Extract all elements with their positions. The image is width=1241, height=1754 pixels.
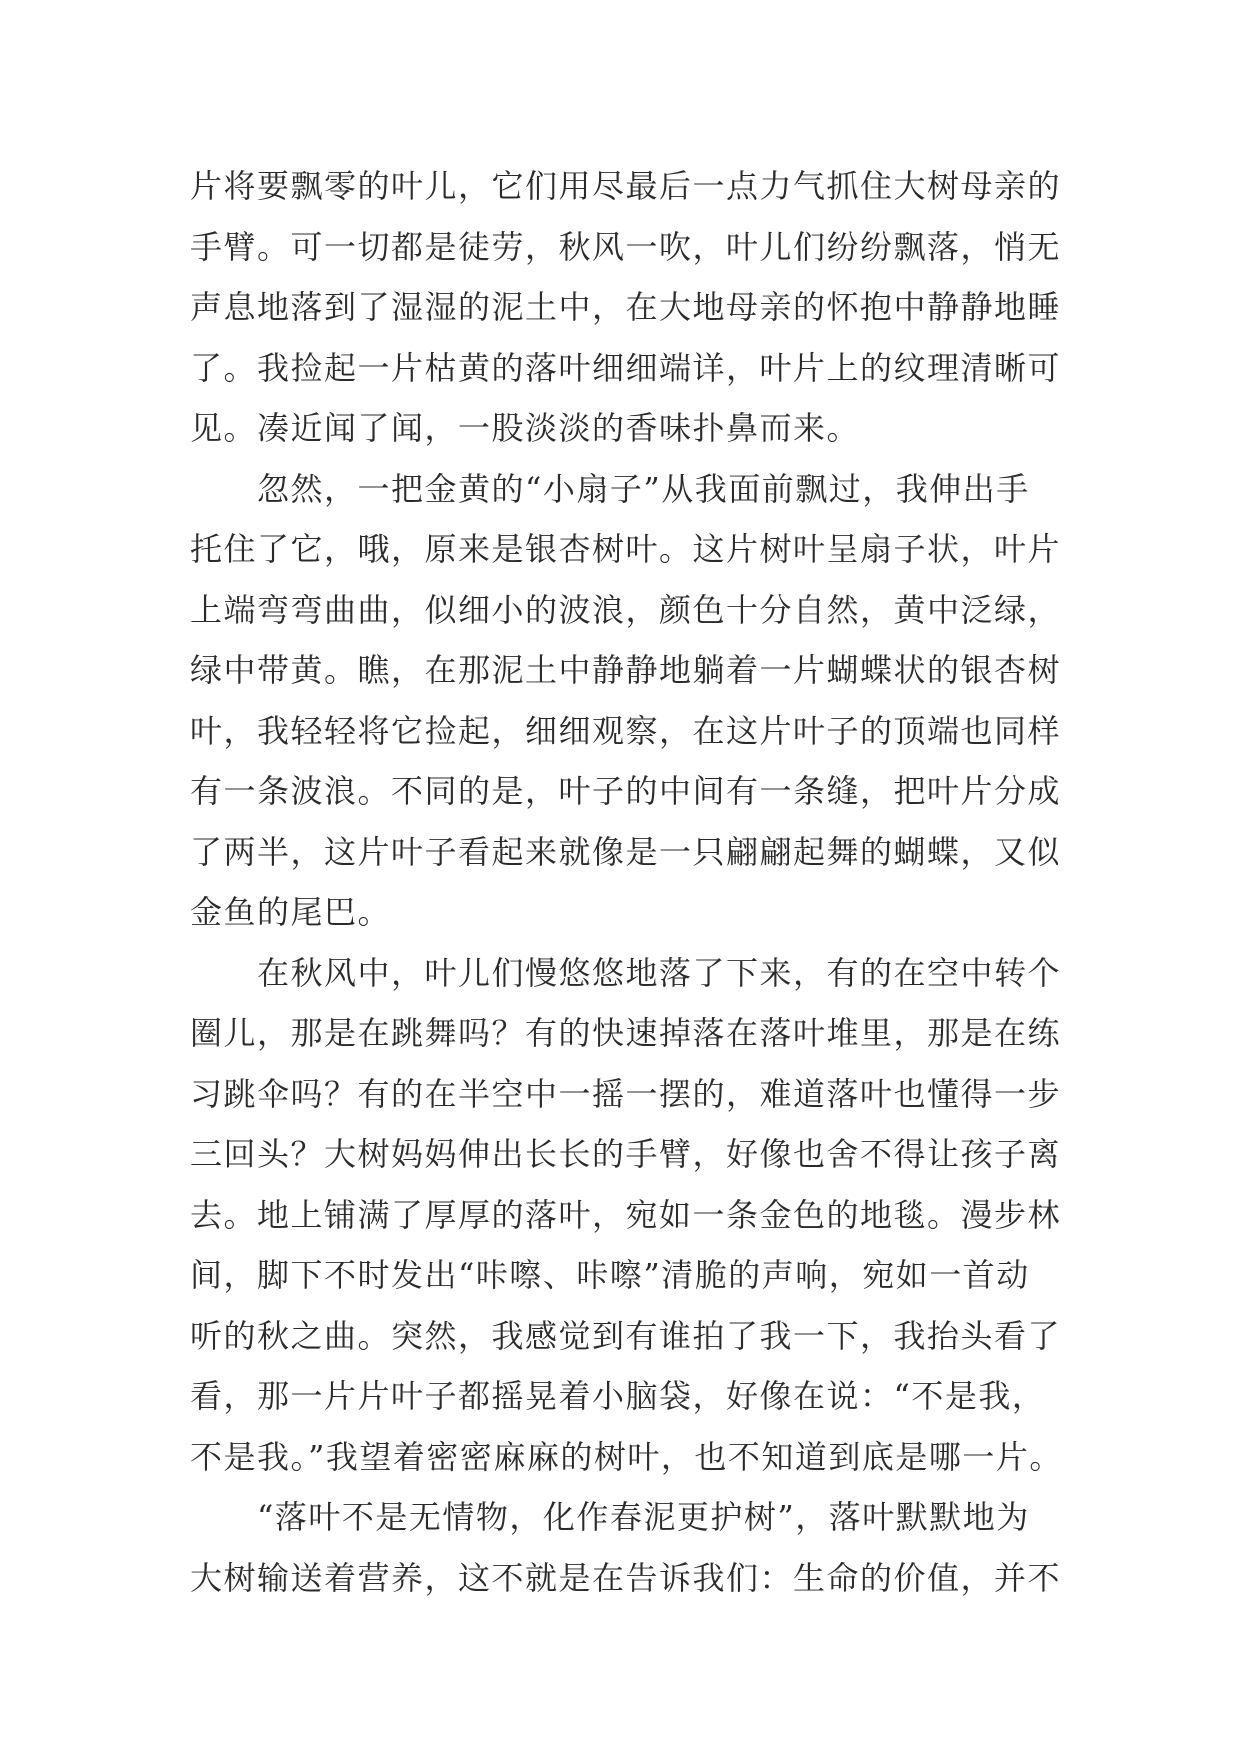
text-line: 间，脚下不时发出“咔嚓、咔嚓”清脆的声响，宛如一首动 (190, 1256, 1030, 1294)
text-line: 圈儿，那是在跳舞吗？有的快速掉落在落叶堆里，那是在练 (190, 1014, 1062, 1052)
text-line: 了。我捡起一片枯黄的落叶细细端详，叶片上的纹理清晰可 (190, 348, 1062, 387)
text-line: 大树输送着营养，这不就是在告诉我们：生命的价值，并不 (190, 1558, 1062, 1597)
text-line: 见。凑近闻了闻，一股淡淡的香味扑鼻而来。 (190, 409, 861, 447)
text-line: 去。地上铺满了厚厚的落叶，宛如一条金色的地毯。漫步林 (190, 1195, 1062, 1234)
text-line: 绿中带黄。瞧，在那泥土中静静地躺着一片蝴蝶状的银杏树 (190, 651, 1062, 689)
text-line: 声息地落到了湿湿的泥土中，在大地母亲的怀抱中静静地睡 (190, 288, 1062, 326)
text-line: 不是我。”我望着密密麻麻的树叶，也不知道到底是哪一片。 (190, 1437, 1063, 1476)
body-text (190, 156, 1070, 1608)
text-line: 手臂。可一切都是徒劳，秋风一吹，叶儿们纷纷飘落，悄无 (190, 227, 1062, 266)
text-line: 听的秋之曲。突然，我感觉到有谁拍了我一下，我抬头看了 (190, 1316, 1062, 1355)
text-line: 托住了它，哦，原来是银杏树叶。这片树叶呈扇子状，叶片 (190, 530, 1062, 568)
text-line: 片将要飘零的叶儿，它们用尽最后一点力气抓住大树母亲的 (190, 167, 1062, 205)
text-line: 金鱼的尾巴。 (190, 893, 392, 931)
text-line: 看，那一片片叶子都摇晃着小脑袋，好像在说：“不是我， (190, 1377, 1046, 1415)
text-line: 忽然，一把金黄的“小扇子”从我面前飘过，我伸出手 (190, 469, 1030, 508)
text-line: 叶，我轻轻将它捡起，细细观察，在这片叶子的顶端也同样 (190, 711, 1062, 750)
text-line: 在秋风中，叶儿们慢悠悠地落了下来，有的在空中转个 (190, 953, 1062, 992)
text-line: 有一条波浪。不同的是，叶子的中间有一条缝，把叶片分成 (190, 772, 1062, 810)
text-line: “落叶不是无情物，化作春泥更护树”，落叶默默地为 (190, 1498, 1030, 1536)
text-line: 习跳伞吗？有的在半空中一摇一摆的，难道落叶也懂得一步 (190, 1074, 1062, 1113)
text-line: 了两半，这片叶子看起来就像是一只翩翩起舞的蝴蝶，又似 (190, 832, 1062, 871)
text-line: 三回头？大树妈妈伸出长长的手臂，好像也舍不得让孩子离 (190, 1135, 1062, 1173)
text-line: 上端弯弯曲曲，似细小的波浪，颜色十分自然，黄中泛绿， (190, 590, 1062, 629)
